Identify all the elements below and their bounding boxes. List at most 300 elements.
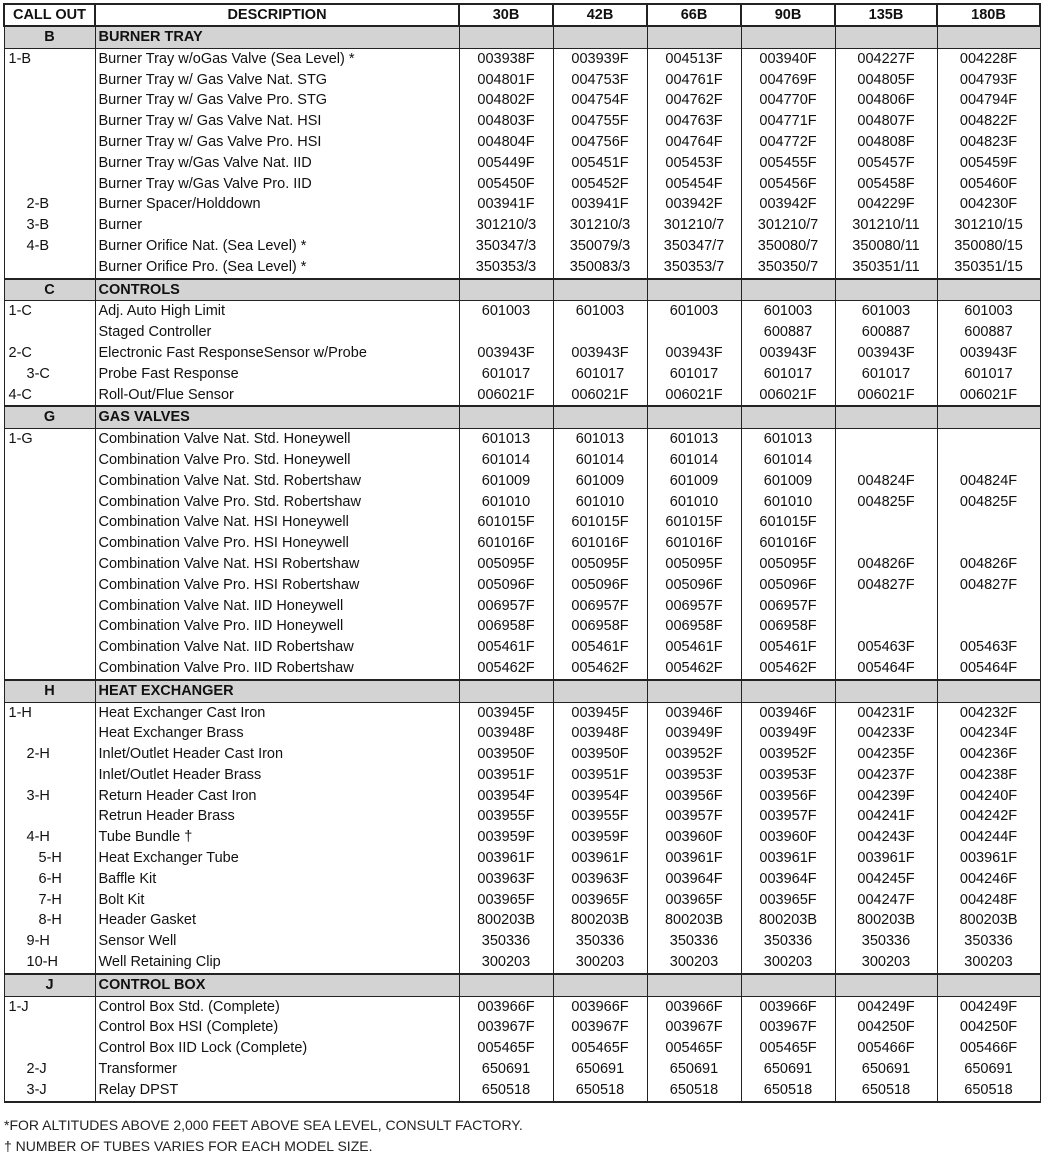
- part-number-cell: 800203B: [937, 910, 1040, 931]
- part-number-cell: 004232F: [937, 702, 1040, 723]
- callout-cell: 1-J: [4, 996, 95, 1017]
- part-number-cell: 005450F: [459, 174, 553, 195]
- header-callout: CALL OUT: [4, 4, 95, 26]
- part-number-cell: 003965F: [553, 890, 647, 911]
- part-number-cell: 005459F: [937, 153, 1040, 174]
- part-number-cell: 004822F: [937, 111, 1040, 132]
- callout-cell: 10-H: [4, 952, 95, 974]
- table-row: [4, 153, 1040, 174]
- section-filler: [459, 26, 553, 48]
- part-number-cell: 003948F: [553, 723, 647, 744]
- callout-cell: 1-G: [4, 429, 95, 450]
- callout-cell: [4, 658, 95, 680]
- part-number-cell: 004754F: [553, 90, 647, 111]
- footnotes: [4, 1115, 523, 1157]
- description-cell: Combination Valve Pro. HSI Honeywell: [95, 533, 459, 554]
- part-number-cell: 301210/3: [553, 215, 647, 236]
- part-number-cell: 003960F: [741, 827, 835, 848]
- part-number-cell: 004827F: [937, 575, 1040, 596]
- part-number-cell: 006021F: [459, 385, 553, 407]
- callout-cell: [4, 723, 95, 744]
- table-row: [4, 702, 1040, 723]
- part-number-cell: 004235F: [835, 744, 937, 765]
- part-number-cell: [835, 533, 937, 554]
- description-cell: Electronic Fast ResponseSensor w/Probe: [95, 343, 459, 364]
- description-cell: Combination Valve Nat. IID Honeywell: [95, 596, 459, 617]
- description-cell: Roll-Out/Flue Sensor: [95, 385, 459, 407]
- part-number-cell: 003941F: [553, 194, 647, 215]
- description-cell: Inlet/Outlet Header Cast Iron: [95, 744, 459, 765]
- callout-cell: [4, 616, 95, 637]
- section-header-c: [4, 279, 1040, 301]
- part-number-cell: 601017: [835, 364, 937, 385]
- part-number-cell: 350353/3: [459, 257, 553, 279]
- part-number-cell: 650691: [741, 1059, 835, 1080]
- part-number-cell: 003964F: [647, 869, 741, 890]
- part-number-cell: 800203B: [741, 910, 835, 931]
- footnote-altitude: *FOR ALTITUDES ABOVE 2,000 FEET ABOVE SEA LEVEL, CONSULT FACTORY.: [4, 1117, 523, 1133]
- description-cell: Probe Fast Response: [95, 364, 459, 385]
- description-cell: Control Box Std. (Complete): [95, 996, 459, 1017]
- part-number-cell: 004244F: [937, 827, 1040, 848]
- callout-cell: [4, 471, 95, 492]
- description-cell: Combination Valve Nat. HSI Robertshaw: [95, 554, 459, 575]
- part-number-cell: 004234F: [937, 723, 1040, 744]
- section-filler: [937, 974, 1040, 996]
- table-row: [4, 194, 1040, 215]
- part-number-cell: 004823F: [937, 132, 1040, 153]
- part-number-cell: 004513F: [647, 48, 741, 69]
- part-number-cell: [835, 450, 937, 471]
- table-row: [4, 869, 1040, 890]
- part-number-cell: 650691: [647, 1059, 741, 1080]
- part-number-cell: 650691: [835, 1059, 937, 1080]
- table-row: [4, 596, 1040, 617]
- description-cell: Inlet/Outlet Header Brass: [95, 765, 459, 786]
- part-number-cell: 003949F: [647, 723, 741, 744]
- part-number-cell: 006021F: [553, 385, 647, 407]
- part-number-cell: 601013: [553, 429, 647, 450]
- description-cell: Tube Bundle †: [95, 827, 459, 848]
- part-number-cell: 003950F: [459, 744, 553, 765]
- section-code: G: [4, 406, 95, 428]
- callout-cell: 8-H: [4, 910, 95, 931]
- part-number-cell: 003967F: [741, 1017, 835, 1038]
- callout-cell: [4, 1038, 95, 1059]
- callout-cell: 3-J: [4, 1080, 95, 1102]
- description-cell: Retrun Header Brass: [95, 806, 459, 827]
- part-number-cell: 004249F: [835, 996, 937, 1017]
- part-number-cell: 005463F: [937, 637, 1040, 658]
- header-model-42b: 42B: [553, 4, 647, 26]
- part-number-cell: 300203: [937, 952, 1040, 974]
- part-number-cell: 003952F: [741, 744, 835, 765]
- part-number-cell: 005462F: [459, 658, 553, 680]
- part-number-cell: 600887: [937, 322, 1040, 343]
- part-number-cell: 004233F: [835, 723, 937, 744]
- part-number-cell: 003967F: [647, 1017, 741, 1038]
- part-number-cell: 601003: [647, 301, 741, 322]
- table-row: [4, 492, 1040, 513]
- callout-cell: 5-H: [4, 848, 95, 869]
- table-row: [4, 575, 1040, 596]
- part-number-cell: [937, 512, 1040, 533]
- part-number-cell: 601016F: [553, 533, 647, 554]
- part-number-cell: 003965F: [741, 890, 835, 911]
- description-cell: Well Retaining Clip: [95, 952, 459, 974]
- part-number-cell: 003943F: [553, 343, 647, 364]
- part-number-cell: 003948F: [459, 723, 553, 744]
- part-number-cell: 003942F: [741, 194, 835, 215]
- description-cell: Combination Valve Nat. IID Robertshaw: [95, 637, 459, 658]
- description-cell: Burner Orifice Nat. (Sea Level) *: [95, 236, 459, 257]
- callout-cell: [4, 596, 95, 617]
- description-cell: Transformer: [95, 1059, 459, 1080]
- section-filler: [741, 279, 835, 301]
- part-number-cell: 005466F: [835, 1038, 937, 1059]
- part-number-cell: 004228F: [937, 48, 1040, 69]
- footnote-tubes: † NUMBER OF TUBES VARIES FOR EACH MODEL SIZE.: [4, 1138, 373, 1154]
- part-number-cell: 003945F: [553, 702, 647, 723]
- description-cell: Burner Orifice Pro. (Sea Level) *: [95, 257, 459, 279]
- part-number-cell: 350336: [835, 931, 937, 952]
- table-row: [4, 1017, 1040, 1038]
- part-number-cell: 601014: [459, 450, 553, 471]
- part-number-cell: 005449F: [459, 153, 553, 174]
- part-number-cell: 006021F: [741, 385, 835, 407]
- callout-cell: 2-H: [4, 744, 95, 765]
- callout-cell: 1-H: [4, 702, 95, 723]
- part-number-cell: 601010: [647, 492, 741, 513]
- table-row: [4, 765, 1040, 786]
- part-number-cell: 004761F: [647, 70, 741, 91]
- header-model-180b: 180B: [937, 4, 1040, 26]
- section-filler: [937, 406, 1040, 428]
- section-filler: [553, 406, 647, 428]
- table-row: [4, 343, 1040, 364]
- table-body: [4, 26, 1040, 1102]
- part-number-cell: 003957F: [741, 806, 835, 827]
- part-number-cell: 650518: [835, 1080, 937, 1102]
- part-number-cell: 005453F: [647, 153, 741, 174]
- description-cell: Baffle Kit: [95, 869, 459, 890]
- part-number-cell: 601013: [741, 429, 835, 450]
- part-number-cell: 005095F: [553, 554, 647, 575]
- part-number-cell: 005456F: [741, 174, 835, 195]
- part-number-cell: 350336: [647, 931, 741, 952]
- part-number-cell: 006957F: [553, 596, 647, 617]
- header-model-90b: 90B: [741, 4, 835, 26]
- part-number-cell: 004248F: [937, 890, 1040, 911]
- part-number-cell: 601003: [835, 301, 937, 322]
- part-number-cell: [835, 616, 937, 637]
- part-number-cell: 005462F: [741, 658, 835, 680]
- description-cell: Adj. Auto High Limit: [95, 301, 459, 322]
- part-number-cell: [835, 429, 937, 450]
- description-cell: Combination Valve Pro. Std. Robertshaw: [95, 492, 459, 513]
- part-number-cell: 004771F: [741, 111, 835, 132]
- part-number-cell: 004825F: [937, 492, 1040, 513]
- part-number-cell: 003939F: [553, 48, 647, 69]
- table-row: [4, 132, 1040, 153]
- section-title: HEAT EXCHANGER: [95, 680, 459, 702]
- part-number-cell: 005464F: [835, 658, 937, 680]
- part-number-cell: 003957F: [647, 806, 741, 827]
- section-header-g: [4, 406, 1040, 428]
- part-number-cell: 003955F: [459, 806, 553, 827]
- part-number-cell: 003966F: [459, 996, 553, 1017]
- part-number-cell: 650691: [553, 1059, 647, 1080]
- part-number-cell: 601016F: [459, 533, 553, 554]
- part-number-cell: 004227F: [835, 48, 937, 69]
- part-number-cell: 003966F: [741, 996, 835, 1017]
- part-number-cell: 003943F: [741, 343, 835, 364]
- part-number-cell: 003943F: [459, 343, 553, 364]
- part-number-cell: 003961F: [835, 848, 937, 869]
- part-number-cell: 003952F: [647, 744, 741, 765]
- part-number-cell: 004772F: [741, 132, 835, 153]
- section-code: C: [4, 279, 95, 301]
- section-title: BURNER TRAY: [95, 26, 459, 48]
- description-cell: Heat Exchanger Brass: [95, 723, 459, 744]
- description-cell: Combination Valve Pro. HSI Robertshaw: [95, 575, 459, 596]
- part-number-cell: 003954F: [459, 786, 553, 807]
- part-number-cell: 005465F: [459, 1038, 553, 1059]
- callout-cell: 9-H: [4, 931, 95, 952]
- part-number-cell: 650518: [937, 1080, 1040, 1102]
- part-number-cell: 601015F: [647, 512, 741, 533]
- table-row: [4, 786, 1040, 807]
- table-row: [4, 174, 1040, 195]
- table-row: [4, 70, 1040, 91]
- section-filler: [647, 680, 741, 702]
- part-number-cell: 601014: [553, 450, 647, 471]
- part-number-cell: 601016F: [647, 533, 741, 554]
- callout-cell: [4, 322, 95, 343]
- part-number-cell: 003965F: [459, 890, 553, 911]
- part-number-cell: 601016F: [741, 533, 835, 554]
- part-number-cell: 004802F: [459, 90, 553, 111]
- part-number-cell: 005461F: [459, 637, 553, 658]
- description-cell: Control Box HSI (Complete): [95, 1017, 459, 1038]
- part-number-cell: 800203B: [553, 910, 647, 931]
- part-number-cell: 004827F: [835, 575, 937, 596]
- part-number-cell: 005458F: [835, 174, 937, 195]
- part-number-cell: 601013: [647, 429, 741, 450]
- description-cell: Return Header Cast Iron: [95, 786, 459, 807]
- table-row: [4, 429, 1040, 450]
- part-number-cell: 300203: [835, 952, 937, 974]
- part-number-cell: 004793F: [937, 70, 1040, 91]
- callout-cell: 4-H: [4, 827, 95, 848]
- part-number-cell: 003951F: [459, 765, 553, 786]
- part-number-cell: 003956F: [741, 786, 835, 807]
- part-number-cell: 800203B: [835, 910, 937, 931]
- part-number-cell: 006021F: [937, 385, 1040, 407]
- part-number-cell: 006958F: [459, 616, 553, 637]
- part-number-cell: 350336: [553, 931, 647, 952]
- section-filler: [647, 406, 741, 428]
- part-number-cell: 003946F: [741, 702, 835, 723]
- description-cell: Combination Valve Pro. IID Honeywell: [95, 616, 459, 637]
- part-number-cell: [835, 596, 937, 617]
- table-row: [4, 910, 1040, 931]
- part-number-cell: 003965F: [647, 890, 741, 911]
- callout-cell: [4, 111, 95, 132]
- part-number-cell: 350336: [459, 931, 553, 952]
- description-cell: Burner Tray w/Gas Valve Nat. IID: [95, 153, 459, 174]
- part-number-cell: 003953F: [647, 765, 741, 786]
- section-filler: [741, 26, 835, 48]
- header-model-135b: 135B: [835, 4, 937, 26]
- section-filler: [553, 974, 647, 996]
- callout-cell: [4, 533, 95, 554]
- callout-cell: [4, 554, 95, 575]
- part-number-cell: 003938F: [459, 48, 553, 69]
- part-number-cell: 005096F: [647, 575, 741, 596]
- table-row: [4, 1059, 1040, 1080]
- section-filler: [741, 680, 835, 702]
- description-cell: Burner Tray w/ Gas Valve Pro. STG: [95, 90, 459, 111]
- callout-cell: 2-C: [4, 343, 95, 364]
- part-number-cell: [937, 429, 1040, 450]
- part-number-cell: 004808F: [835, 132, 937, 153]
- part-number-cell: 601017: [741, 364, 835, 385]
- part-number-cell: 350351/15: [937, 257, 1040, 279]
- part-number-cell: 350336: [937, 931, 1040, 952]
- part-number-cell: 006958F: [647, 616, 741, 637]
- part-number-cell: 003943F: [647, 343, 741, 364]
- part-number-cell: 005096F: [459, 575, 553, 596]
- part-number-cell: 004769F: [741, 70, 835, 91]
- part-number-cell: 350080/7: [741, 236, 835, 257]
- part-number-cell: 003942F: [647, 194, 741, 215]
- table-row: [4, 471, 1040, 492]
- section-filler: [647, 279, 741, 301]
- part-number-cell: 004756F: [553, 132, 647, 153]
- section-title: CONTROL BOX: [95, 974, 459, 996]
- callout-cell: [4, 1017, 95, 1038]
- part-number-cell: 301210/11: [835, 215, 937, 236]
- part-number-cell: 650691: [937, 1059, 1040, 1080]
- section-filler: [835, 680, 937, 702]
- callout-cell: [4, 637, 95, 658]
- part-number-cell: 005466F: [937, 1038, 1040, 1059]
- part-number-cell: 004755F: [553, 111, 647, 132]
- part-number-cell: 301210/3: [459, 215, 553, 236]
- description-cell: Staged Controller: [95, 322, 459, 343]
- callout-cell: 1-C: [4, 301, 95, 322]
- description-cell: Burner Tray w/oGas Valve (Sea Level) *: [95, 48, 459, 69]
- callout-cell: [4, 575, 95, 596]
- section-filler: [937, 279, 1040, 301]
- section-code: H: [4, 680, 95, 702]
- part-number-cell: 003953F: [741, 765, 835, 786]
- part-number-cell: 600887: [835, 322, 937, 343]
- part-number-cell: 601009: [741, 471, 835, 492]
- callout-cell: [4, 450, 95, 471]
- description-cell: Combination Valve Pro. IID Robertshaw: [95, 658, 459, 680]
- part-number-cell: 004237F: [835, 765, 937, 786]
- part-number-cell: 004250F: [835, 1017, 937, 1038]
- description-cell: Control Box IID Lock (Complete): [95, 1038, 459, 1059]
- part-number-cell: 004825F: [835, 492, 937, 513]
- part-number-cell: 301210/7: [647, 215, 741, 236]
- header-row: [4, 4, 1040, 26]
- callout-cell: [4, 90, 95, 111]
- table-row: [4, 890, 1040, 911]
- part-number-cell: 005460F: [937, 174, 1040, 195]
- description-cell: Heat Exchanger Cast Iron: [95, 702, 459, 723]
- part-number-cell: 005464F: [937, 658, 1040, 680]
- part-number-cell: 800203B: [647, 910, 741, 931]
- table-row: [4, 512, 1040, 533]
- part-number-cell: 601017: [459, 364, 553, 385]
- part-number-cell: 003964F: [741, 869, 835, 890]
- part-number-cell: 350079/3: [553, 236, 647, 257]
- part-number-cell: 006021F: [835, 385, 937, 407]
- table-row: [4, 450, 1040, 471]
- part-number-cell: 350347/7: [647, 236, 741, 257]
- section-title: CONTROLS: [95, 279, 459, 301]
- part-number-cell: 005462F: [553, 658, 647, 680]
- callout-cell: [4, 765, 95, 786]
- table-row: [4, 48, 1040, 69]
- part-number-cell: [553, 322, 647, 343]
- part-number-cell: 004239F: [835, 786, 937, 807]
- part-number-cell: [647, 322, 741, 343]
- part-number-cell: 004807F: [835, 111, 937, 132]
- part-number-cell: 601013: [459, 429, 553, 450]
- part-number-cell: 004764F: [647, 132, 741, 153]
- part-number-cell: 004240F: [937, 786, 1040, 807]
- table-row: [4, 385, 1040, 407]
- part-number-cell: 003961F: [553, 848, 647, 869]
- part-number-cell: 005095F: [741, 554, 835, 575]
- table-row: [4, 952, 1040, 974]
- section-filler: [459, 279, 553, 301]
- table-row: [4, 637, 1040, 658]
- part-number-cell: 004245F: [835, 869, 937, 890]
- part-number-cell: 300203: [741, 952, 835, 974]
- part-number-cell: 003954F: [553, 786, 647, 807]
- part-number-cell: 003956F: [647, 786, 741, 807]
- part-number-cell: 005465F: [647, 1038, 741, 1059]
- section-filler: [553, 26, 647, 48]
- part-number-cell: 650518: [553, 1080, 647, 1102]
- part-number-cell: 004806F: [835, 90, 937, 111]
- section-code: J: [4, 974, 95, 996]
- part-number-cell: 004250F: [937, 1017, 1040, 1038]
- table-row: [4, 827, 1040, 848]
- part-number-cell: [937, 596, 1040, 617]
- part-number-cell: 005465F: [741, 1038, 835, 1059]
- table-row: [4, 723, 1040, 744]
- section-filler: [741, 974, 835, 996]
- part-number-cell: 005452F: [553, 174, 647, 195]
- part-number-cell: 004826F: [937, 554, 1040, 575]
- part-number-cell: 005461F: [647, 637, 741, 658]
- part-number-cell: 003959F: [553, 827, 647, 848]
- section-filler: [459, 680, 553, 702]
- part-number-cell: 005451F: [553, 153, 647, 174]
- header-description: DESCRIPTION: [95, 4, 459, 26]
- part-number-cell: 003967F: [459, 1017, 553, 1038]
- section-code: B: [4, 26, 95, 48]
- part-number-cell: 003961F: [647, 848, 741, 869]
- description-cell: Sensor Well: [95, 931, 459, 952]
- table-row: [4, 215, 1040, 236]
